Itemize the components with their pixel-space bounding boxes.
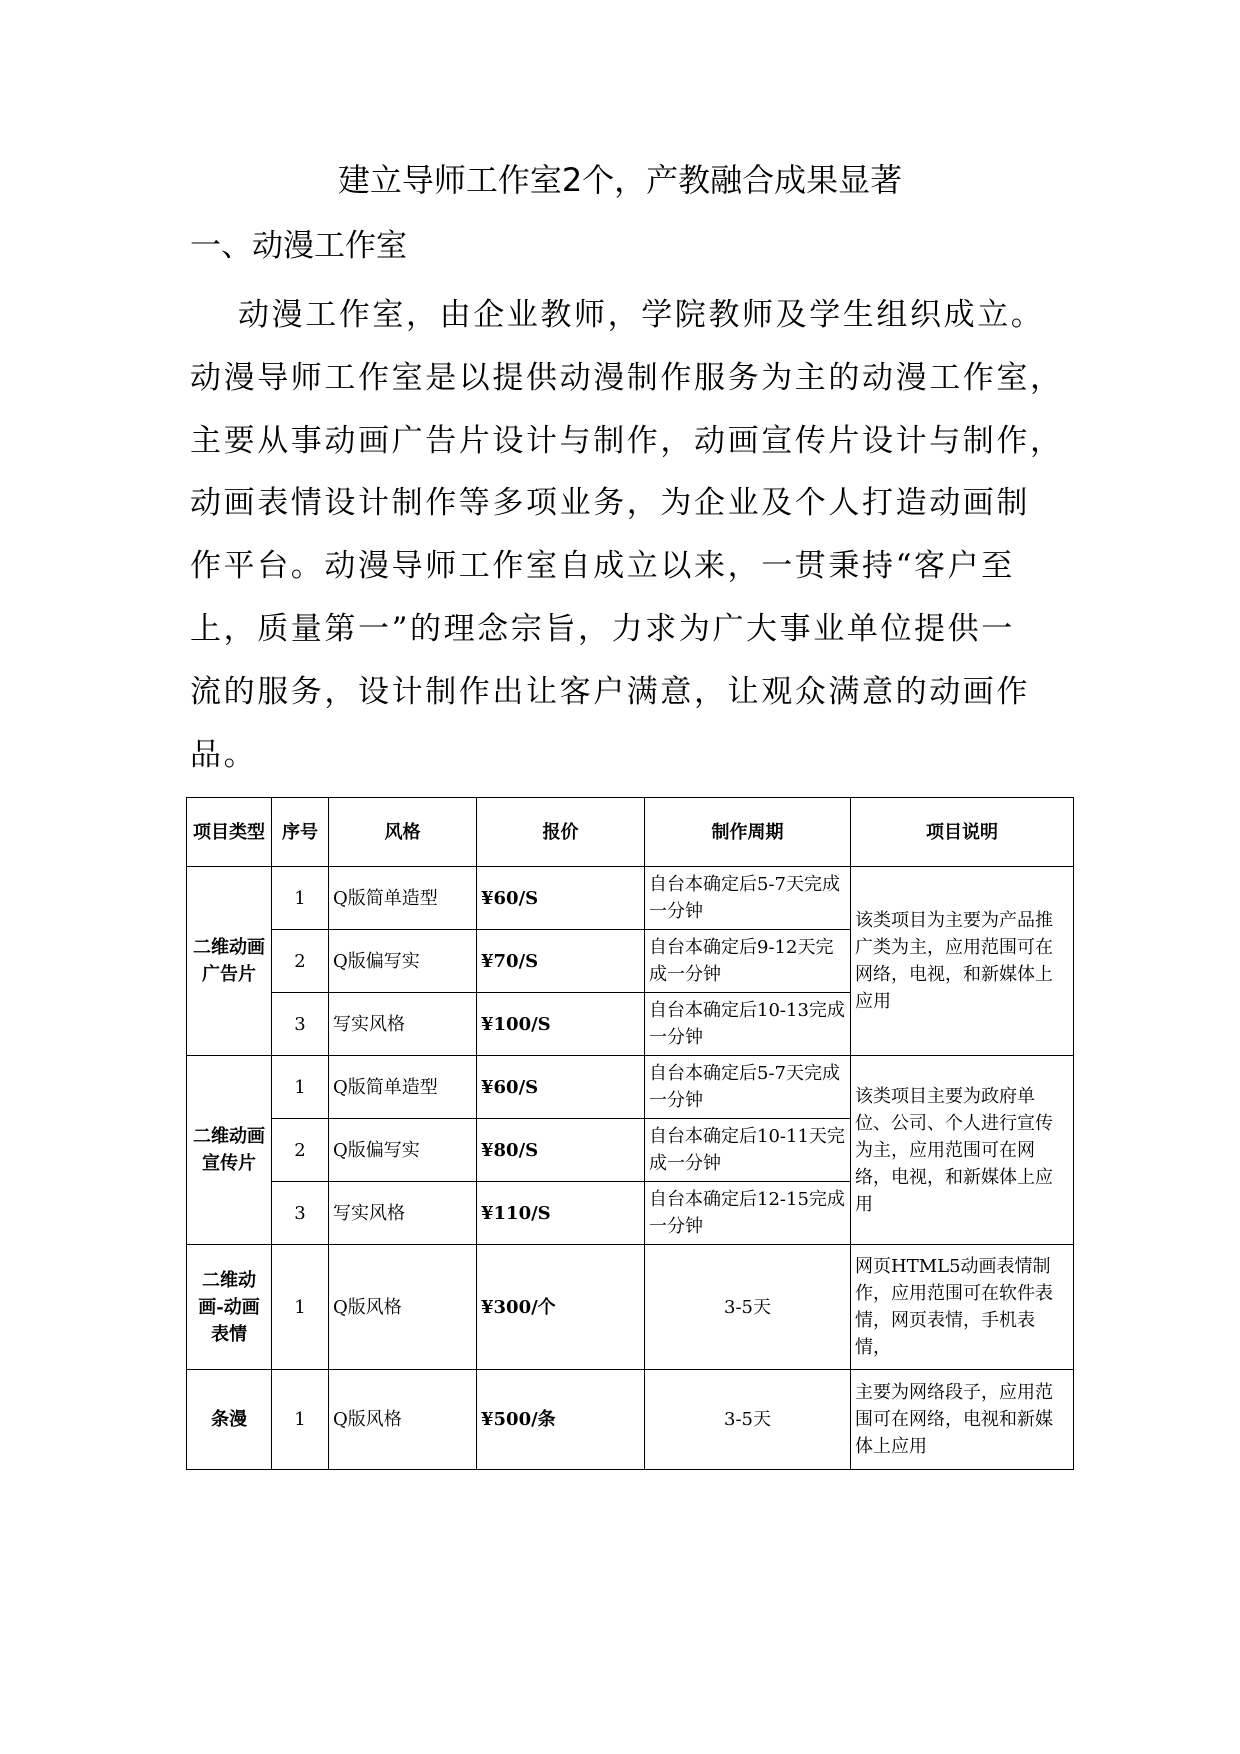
- body-paragraph: [190, 284, 1070, 786]
- number-cell: 1: [272, 867, 329, 930]
- table-row: [187, 1370, 1074, 1470]
- style-cell: 写实风格: [329, 993, 477, 1056]
- project-type-cell: 二维动画宣传片: [187, 1056, 272, 1245]
- style-cell: 写实风格: [329, 1182, 477, 1245]
- price-cell: ¥60/S: [477, 1056, 645, 1119]
- period-cell: 自台本确定后5-7天完成一分钟: [645, 1056, 851, 1119]
- description-cell: 主要为网络段子，应用范围可在网络，电视和新媒体上应用: [851, 1370, 1074, 1470]
- price-cell: ¥100/S: [477, 993, 645, 1056]
- price-cell: ¥110/S: [477, 1182, 645, 1245]
- header-project-type: 项目类型: [187, 798, 272, 867]
- period-cell: 自台本确定后10-13完成一分钟: [645, 993, 851, 1056]
- paragraph-line: 上，质量第一”的理念宗旨，力求为广大事业单位提供一: [190, 610, 1015, 647]
- price-cell: ¥70/S: [477, 930, 645, 993]
- price-cell: ¥300/个: [477, 1245, 645, 1370]
- style-cell: Q版简单造型: [329, 867, 477, 930]
- style-cell: Q版简单造型: [329, 1056, 477, 1119]
- paragraph-line: 作平台。动漫导师工作室自成立以来，一贯秉持“客户至: [190, 548, 1015, 585]
- table-row: [187, 1056, 1074, 1119]
- price-cell: ¥500/条: [477, 1370, 645, 1470]
- header-number: 序号: [272, 798, 329, 867]
- paragraph-line: 动漫导师工作室是以提供动漫制作服务为主的动漫工作室，: [190, 359, 1064, 396]
- section-heading: 一、动漫工作室: [190, 228, 407, 264]
- description-cell: 该类项目主要为政府单位、公司、个人进行宣传为主，应用范围可在网络，电视，和新媒体上应用: [851, 1056, 1074, 1245]
- style-cell: Q版风格: [329, 1245, 477, 1370]
- header-style: 风格: [329, 798, 477, 867]
- price-table: [186, 797, 1074, 1470]
- price-cell: ¥60/S: [477, 867, 645, 930]
- paragraph-line: 流的服务，设计制作出让客户满意，让观众满意的动画作: [190, 673, 1030, 710]
- number-cell: 1: [272, 1245, 329, 1370]
- number-cell: 2: [272, 930, 329, 993]
- paragraph-line: 品。: [190, 736, 258, 773]
- paragraph-line: 动画表情设计制作等多项业务，为企业及个人打造动画制: [190, 485, 1030, 522]
- paragraph-line: 主要从事动画广告片设计与制作，动画宣传片设计与制作，: [190, 422, 1064, 459]
- project-type-cell: 二维动画-动画表情: [187, 1245, 272, 1370]
- period-cell: 自台本确定后10-11天完成一分钟: [645, 1119, 851, 1182]
- number-cell: 3: [272, 1182, 329, 1245]
- number-cell: 3: [272, 993, 329, 1056]
- number-cell: 1: [272, 1056, 329, 1119]
- style-cell: Q版偏写实: [329, 930, 477, 993]
- paragraph-line: 动漫工作室，由企业教师，学院教师及学生组织成立。: [238, 297, 1045, 333]
- page-title: 建立导师工作室2个，产教融合成果显著: [337, 161, 903, 199]
- table-row: [187, 867, 1074, 930]
- header-period: 制作周期: [645, 798, 851, 867]
- description-cell: 该类项目为主要为产品推广类为主，应用范围可在网络，电视，和新媒体上应用: [851, 867, 1074, 1056]
- period-cell: 3-5天: [645, 1245, 851, 1370]
- period-cell: 自台本确定后12-15完成一分钟: [645, 1182, 851, 1245]
- number-cell: 2: [272, 1119, 329, 1182]
- style-cell: Q版风格: [329, 1370, 477, 1470]
- style-cell: Q版偏写实: [329, 1119, 477, 1182]
- project-type-cell: 条漫: [187, 1370, 272, 1470]
- description-cell: 网页HTML5动画表情制作，应用范围可在软件表情，网页表情，手机表情，: [851, 1245, 1074, 1370]
- period-cell: 自台本确定后5-7天完成一分钟: [645, 867, 851, 930]
- header-description: 项目说明: [851, 798, 1074, 867]
- table-row: [187, 1245, 1074, 1370]
- project-type-cell: 二维动画广告片: [187, 867, 272, 1056]
- header-price: 报价: [477, 798, 645, 867]
- number-cell: 1: [272, 1370, 329, 1470]
- price-cell: ¥80/S: [477, 1119, 645, 1182]
- period-cell: 自台本确定后9-12天完成一分钟: [645, 930, 851, 993]
- table-header-row: [187, 798, 1074, 867]
- period-cell: 3-5天: [645, 1370, 851, 1470]
